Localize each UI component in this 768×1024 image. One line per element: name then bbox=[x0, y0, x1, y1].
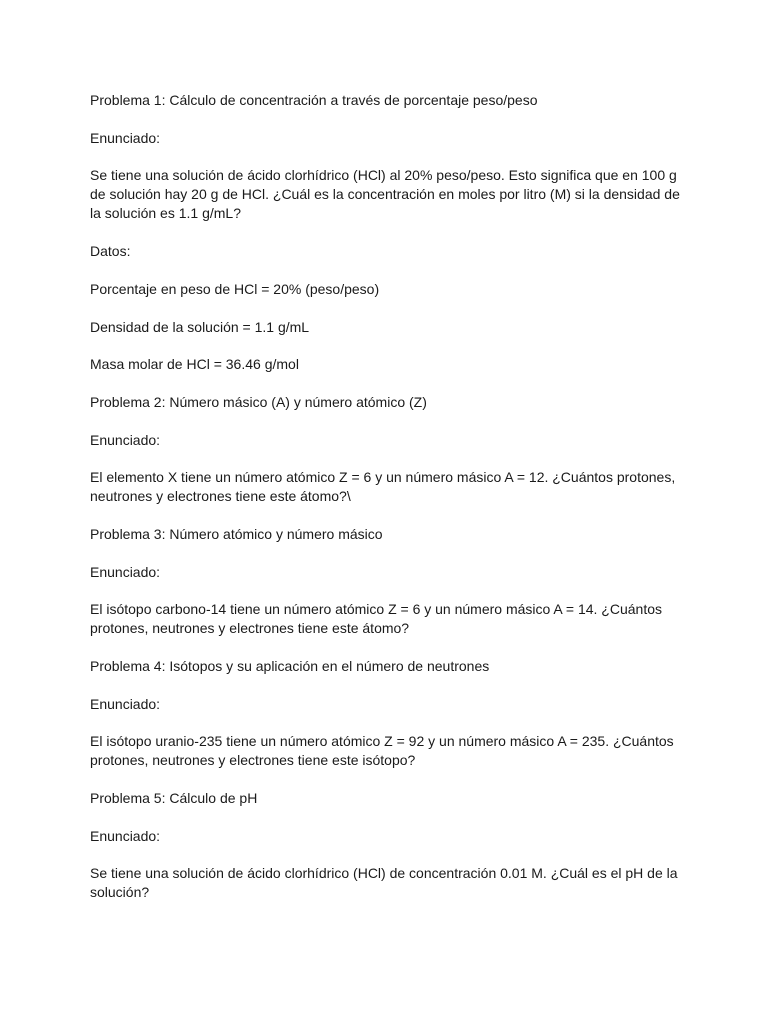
problem-3-statement-label: Enunciado: bbox=[90, 564, 161, 580]
problem-1-statement: Se tiene una solución de ácido clorhídrico (HCl) al 20% peso/peso. Esto significa que en 100 g de solución hay 20 g de HCl. ¿Cuál es la concentración en moles por litro (M) si la densidad de la solución es 1.1 g/mL? bbox=[90, 167, 680, 221]
problem-1-data-item: Densidad de la solución = 1.1 g/mL bbox=[90, 319, 310, 335]
problem-3-statement: El isótopo carbono-14 tiene un número atómico Z = 6 y un número másico A = 14. ¿Cuántos protones, neutrones y electrones tiene este átomo? bbox=[90, 601, 662, 636]
problem-1-data-label: Datos: bbox=[90, 243, 131, 259]
problem-4-heading: Problema 4: Isótopos y su aplicación en el número de neutrones bbox=[90, 658, 490, 674]
problem-3-heading: Problema 3: Número atómico y número másico bbox=[90, 526, 383, 542]
problem-2-statement-label: Enunciado: bbox=[90, 432, 161, 448]
problem-1-heading: Problema 1: Cálculo de concentración a través de porcentaje peso/peso bbox=[90, 92, 538, 108]
problem-1-statement-label: Enunciado: bbox=[90, 130, 161, 146]
problem-5-statement: Se tiene una solución de ácido clorhídrico (HCl) de concentración 0.01 M. ¿Cuál es el pH de la solución? bbox=[90, 865, 678, 900]
problem-1-data-item: Porcentaje en peso de HCl = 20% (peso/peso) bbox=[90, 281, 380, 297]
problem-5-statement-label: Enunciado: bbox=[90, 828, 161, 844]
problem-4-statement-label: Enunciado: bbox=[90, 696, 161, 712]
problem-2-statement: El elemento X tiene un número atómico Z = 6 y un número másico A = 12. ¿Cuántos protones, neutrones y electrones tiene este átomo?\ bbox=[90, 469, 676, 504]
problem-5-heading: Problema 5: Cálculo de pH bbox=[90, 790, 258, 806]
problem-4-statement: El isótopo uranio-235 tiene un número atómico Z = 92 y un número másico A = 235. ¿Cuántos protones, neutrones y electrones tiene este isótopo? bbox=[90, 733, 674, 768]
problem-1-data-item: Masa molar de HCl = 36.46 g/mol bbox=[90, 356, 299, 372]
problem-2-heading: Problema 2: Número másico (A) y número atómico (Z) bbox=[90, 394, 427, 410]
